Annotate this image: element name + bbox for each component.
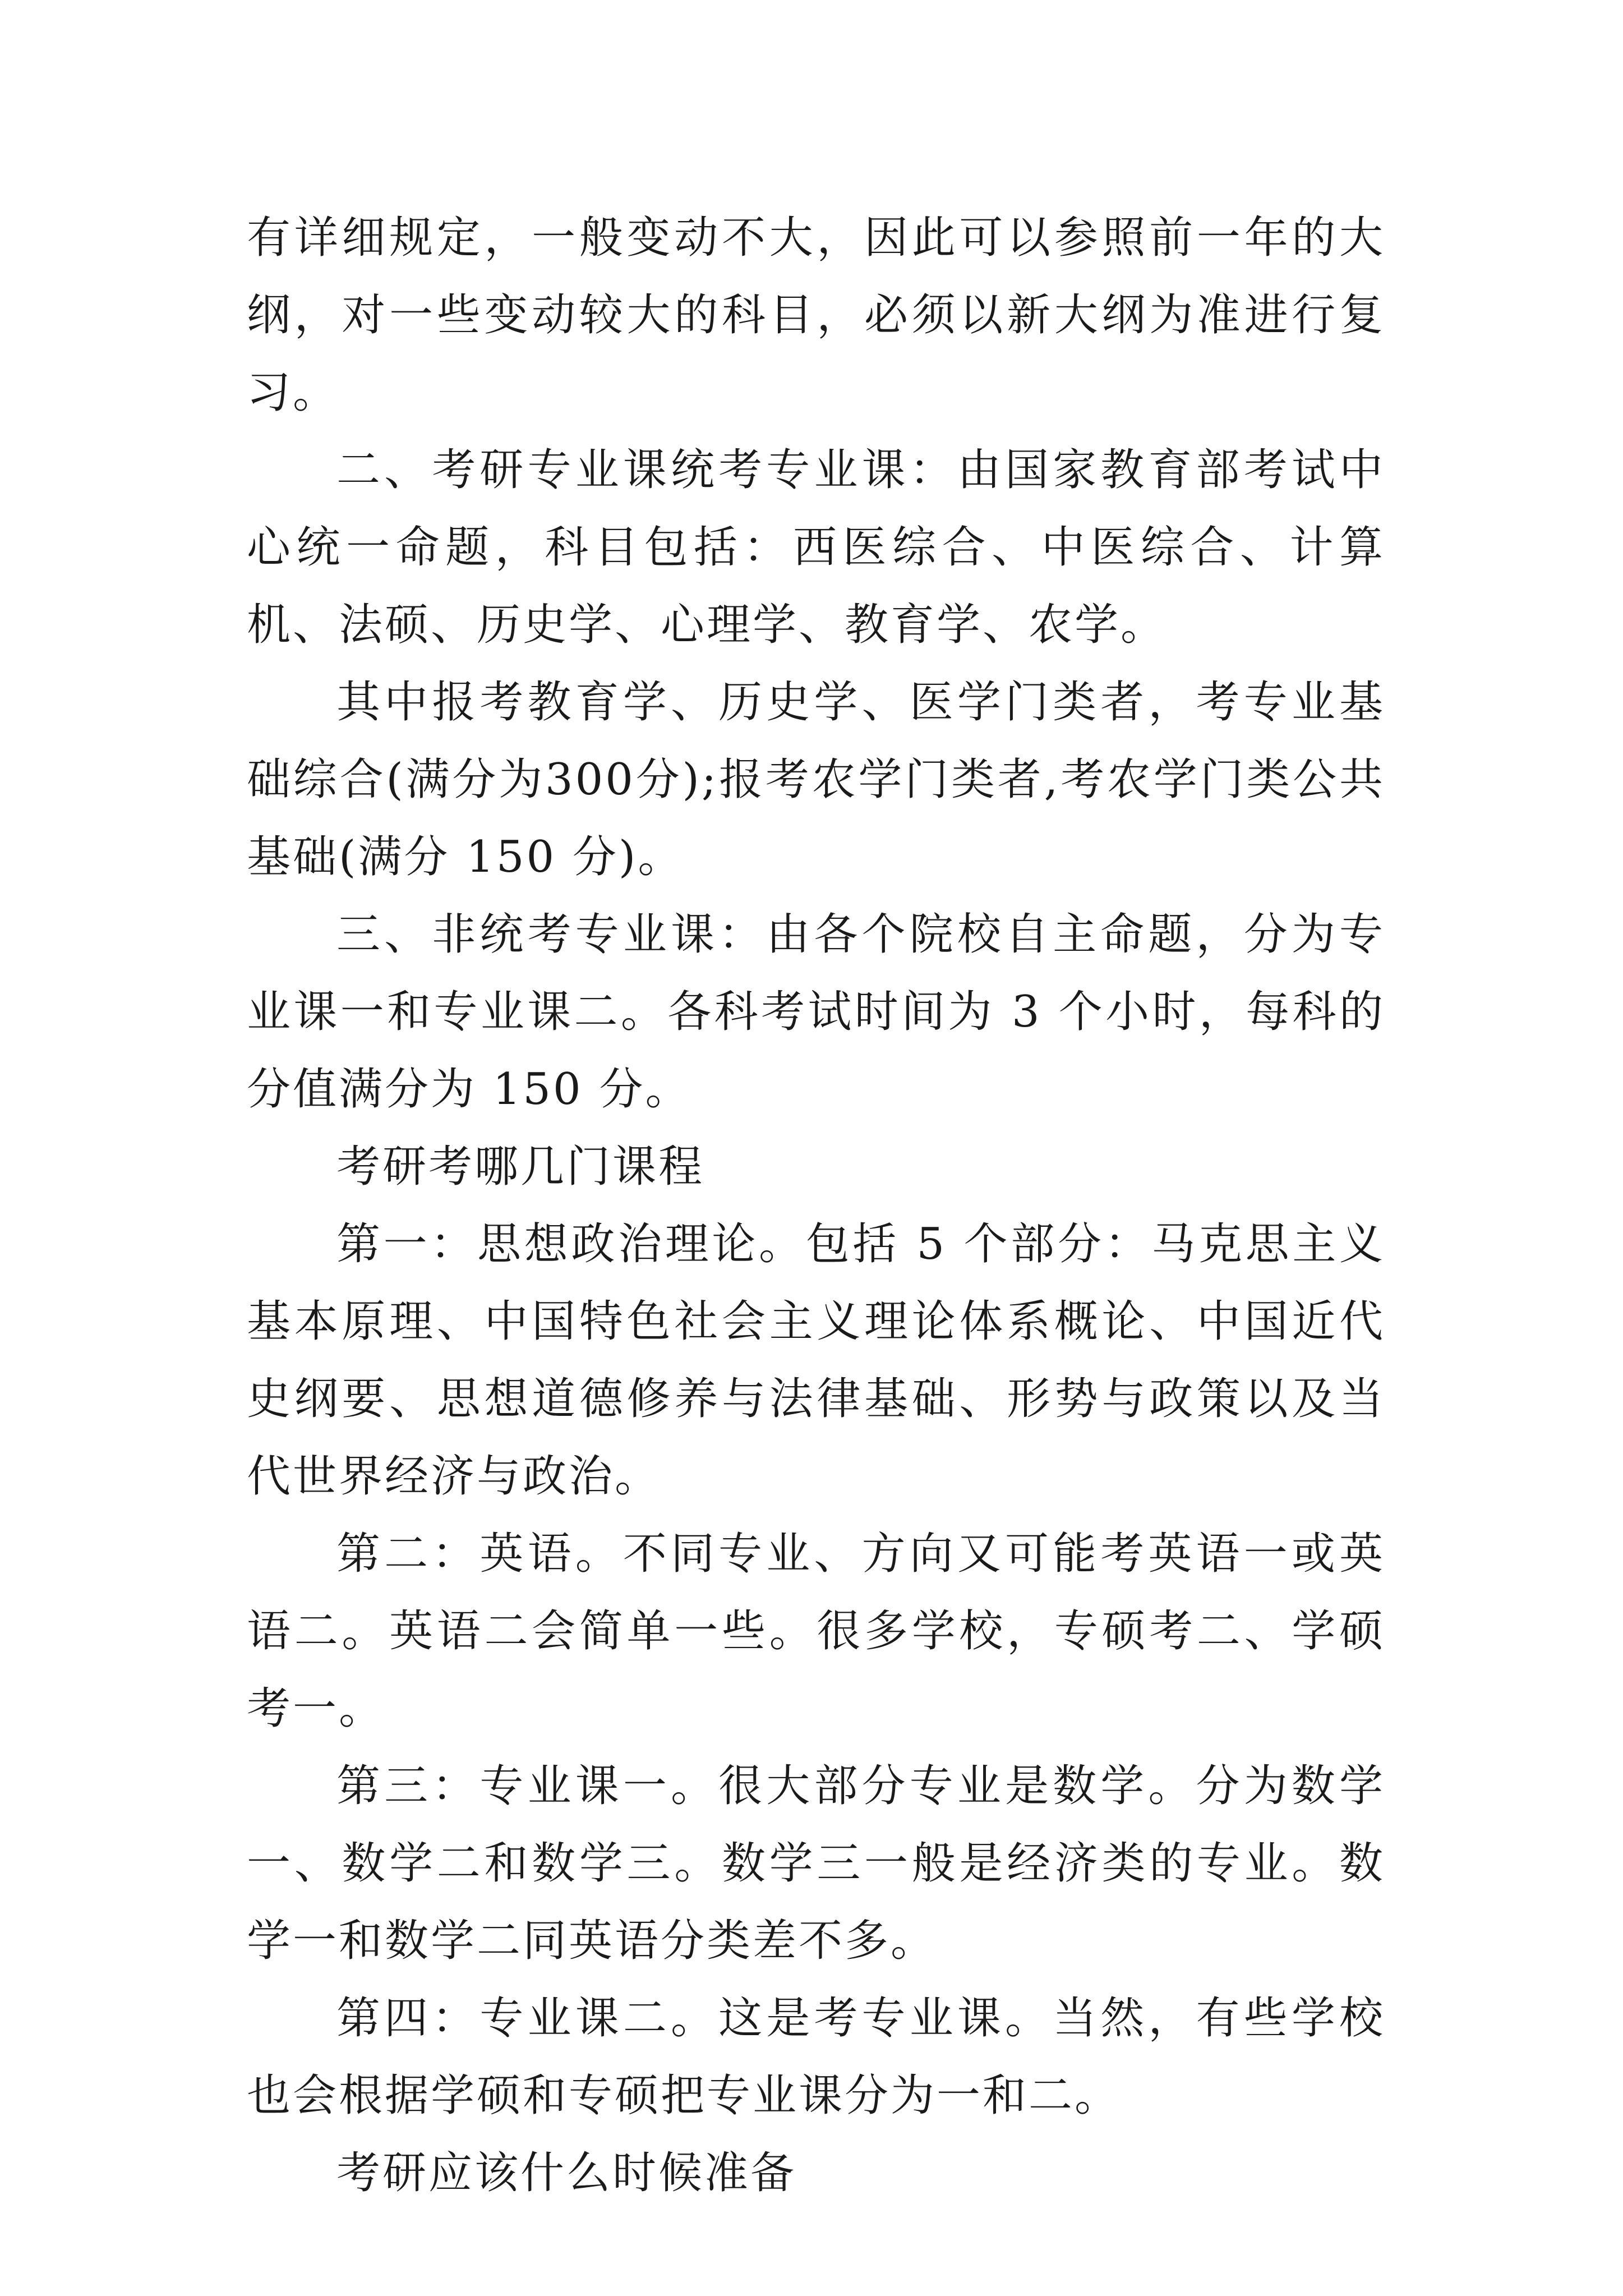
paragraph-foundation-comprehensive: 其中报考教育学、历史学、医学门类者，考专业基础综合(满分为300分);报考农学门类者,考农学门类公共基础(满分 150 分)。: [247, 677, 1385, 882]
paragraph-english: 第二：英语。不同专业、方向又可能考英语一或英语二。英语二会简单一些。很多学校，专硕考二、学硕考一。: [247, 1529, 1385, 1734]
section-heading-when-to-prepare: 考研应该什么时候准备: [336, 2148, 797, 2198]
paragraph-syllabus-note: 有详细规定，一般变动不大，因此可以参照前一年的大纲，对一些变动较大的科目，必须以新大纲为准进行复习。: [247, 213, 1385, 418]
body-text: [247, 199, 1385, 2212]
paragraph-unified-exam-courses: 二、考研专业课统考专业课：由国家教育部考试中心统一命题，科目包括：西医综合、中医综合、计算机、法硕、历史学、心理学、教育学、农学。: [247, 445, 1385, 650]
paragraph-professional-course-two: 第四：专业课二。这是考专业课。当然，有些学校也会根据学硕和专硕把专业课分为一和二。: [247, 1993, 1385, 2121]
paragraph-non-unified-courses: 三、非统考专业课：由各个院校自主命题，分为专业课一和专业课二。各科考试时间为 3 个小时，每科的分值满分为 150 分。: [247, 909, 1385, 1115]
paragraph-professional-course-one: 第三：专业课一。很大部分专业是数学。分为数学一、数学二和数学三。数学三一般是经济类的专业。数学一和数学二同英语分类差不多。: [247, 1761, 1385, 1966]
section-heading-which-courses: 考研考哪几门课程: [336, 1142, 705, 1192]
paragraph-politics: 第一：思想政治理论。包括 5 个部分：马克思主义基本原理、中国特色社会主义理论体系概论、中国近代史纲要、思想道德修养与法律基础、形势与政策以及当代世界经济与政治。: [247, 1219, 1385, 1502]
